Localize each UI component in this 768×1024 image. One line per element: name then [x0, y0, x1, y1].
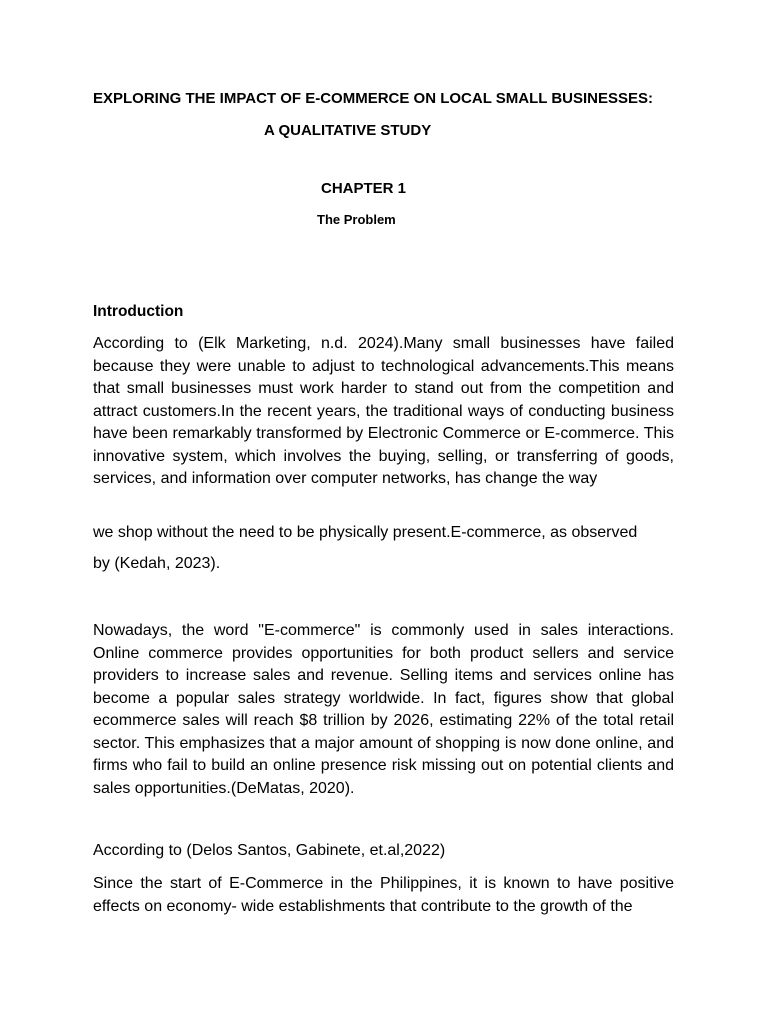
paragraph: Since the start of E-Commerce in the Philippines, it is known to have positive effects on economy- wide establishments that contribute to the growth of the	[93, 875, 674, 915]
title-line-1: EXPLORING THE IMPACT OF E-COMMERCE ON LOCAL SMALL BUSINESSES:	[93, 90, 654, 107]
citation-line: According to (Delos Santos, Gabinete, et.al,2022)	[93, 842, 446, 859]
paragraph: Nowadays, the word "E-commerce" is commonly used in sales interactions. Online commerce provides opportunities for both product sellers and service providers to increase sales and revenue. Selling items and services online has become a popular sales strategy worldwide. In fact, figures show that global ecommerce sales will reach $8 trillion by 2026, estimating 22% of the total retail sector. This emphasizes that a major amount of shopping is now done online, and firms who fail to build an online presence risk missing out on potential clients and sales opportunities.(DeMatas, 2020).	[93, 622, 674, 797]
section-heading: Introduction	[93, 303, 184, 320]
paragraph-continuation: we shop without the need to be physically present.E-commerce, as observed	[93, 524, 638, 541]
chapter-subtitle: The Problem	[317, 212, 396, 227]
title-line-2: A QUALITATIVE STUDY	[264, 122, 432, 139]
paragraph-continuation-2: by (Kedah, 2023).	[93, 555, 221, 572]
chapter-heading: CHAPTER 1	[321, 180, 407, 197]
paragraph: According to (Elk Marketing, n.d. 2024).Many small businesses have failed because they were unable to adjust to technological advancements.This means that small businesses must work harder to stand out from the competition and attract customers.In the recent years, the traditional ways of conducting business have been remarkably transformed by Electronic Commerce or E-commerce. This innovative system, which involves the buying, selling, or transferring of goods, services, and information over computer networks, has change the way	[93, 335, 674, 487]
